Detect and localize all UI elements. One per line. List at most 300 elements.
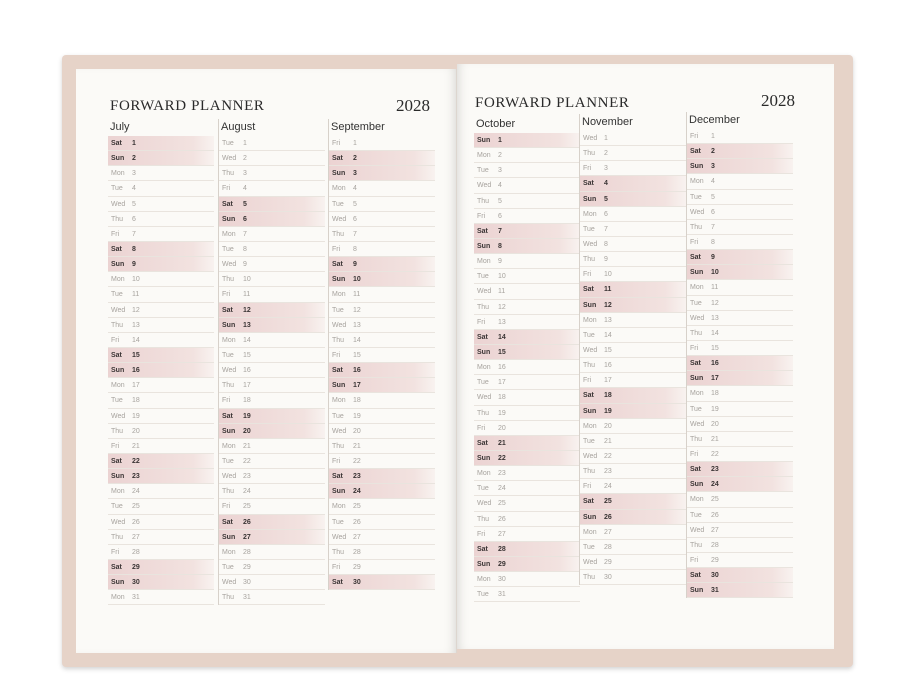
day-row [329, 333, 435, 348]
weekday-label: Sun [222, 321, 236, 329]
day-row [474, 148, 580, 163]
weekday-label: Tue [477, 379, 489, 387]
weekday-label: Sun [111, 261, 125, 269]
date-number: 15 [498, 348, 506, 356]
day-row [108, 181, 214, 196]
date-number: 26 [498, 515, 506, 523]
day-row [474, 496, 580, 511]
weekday-label: Sat [583, 498, 594, 506]
day-row [329, 197, 435, 212]
weekday-label: Wed [332, 427, 347, 435]
weekday-label: Tue [222, 563, 234, 571]
weekday-label: Sat [690, 572, 701, 580]
date-number: 26 [132, 518, 140, 526]
date-number: 31 [243, 594, 251, 602]
day-row [108, 393, 214, 408]
date-number: 22 [711, 450, 719, 458]
weekday-label: Tue [222, 245, 234, 253]
day-row [687, 174, 793, 189]
day-row [687, 205, 793, 220]
weekday-label: Sun [690, 375, 704, 383]
date-number: 14 [498, 333, 506, 341]
day-row [329, 136, 435, 151]
weekend-row [219, 515, 325, 530]
weekday-label: Sun [477, 242, 491, 250]
weekday-label: Sun [583, 301, 597, 309]
day-row [687, 508, 793, 523]
day-row [687, 129, 793, 144]
weekend-row [687, 371, 793, 386]
weekday-label: Fri [477, 212, 486, 220]
weekday-label: Sun [111, 155, 125, 163]
date-number: 22 [132, 457, 140, 465]
date-number: 10 [604, 271, 612, 279]
day-row [108, 272, 214, 287]
date-number: 4 [353, 185, 357, 193]
weekday-label: Fri [332, 245, 341, 253]
date-number: 1 [243, 140, 247, 147]
date-number: 2 [353, 155, 357, 163]
weekend-row [219, 212, 325, 227]
day-row [580, 555, 686, 570]
weekday-label: Fri [690, 450, 699, 458]
weekday-label: Sun [477, 348, 491, 356]
day-row [219, 469, 325, 484]
date-number: 16 [604, 362, 612, 370]
date-number: 1 [711, 133, 715, 140]
day-row [687, 220, 793, 235]
date-number: 30 [711, 572, 719, 580]
weekday-label: Mon [222, 548, 236, 556]
day-row [329, 424, 435, 439]
weekday-label: Tue [477, 273, 489, 281]
day-row [329, 181, 435, 196]
date-number: 23 [711, 466, 719, 474]
date-number: 4 [132, 185, 136, 193]
day-row [580, 207, 686, 222]
weekday-label: Wed [222, 261, 237, 269]
day-row [108, 303, 214, 318]
day-row [329, 545, 435, 560]
date-number: 20 [711, 420, 719, 428]
weekend-row [219, 303, 325, 318]
day-row [108, 318, 214, 333]
date-number: 18 [132, 397, 140, 405]
weekday-label: Wed [332, 215, 347, 223]
day-row [474, 587, 580, 602]
date-number: 18 [243, 397, 251, 405]
date-number: 16 [711, 360, 719, 368]
day-row [219, 181, 325, 196]
day-row [329, 227, 435, 242]
weekday-label: Thu [222, 488, 235, 496]
date-number: 22 [353, 457, 361, 465]
weekday-label: Thu [477, 303, 490, 311]
weekend-row [580, 176, 686, 191]
weekend-row [108, 575, 214, 590]
weekday-label: Thu [332, 548, 345, 556]
date-number: 1 [353, 140, 357, 147]
day-row [329, 212, 435, 227]
day-row [329, 242, 435, 257]
day-row [580, 328, 686, 343]
weekday-label: Mon [583, 210, 597, 218]
weekday-label: Sat [690, 466, 701, 474]
day-row [108, 545, 214, 560]
weekday-label: Sat [332, 367, 343, 375]
weekday-label: Wed [583, 240, 598, 248]
day-row [219, 227, 325, 242]
date-number: 9 [498, 258, 502, 266]
date-number: 25 [353, 503, 361, 511]
weekday-label: Mon [332, 503, 346, 511]
date-number: 29 [498, 560, 506, 568]
date-number: 17 [498, 379, 506, 387]
date-number: 11 [353, 291, 361, 299]
weekday-label: Tue [222, 351, 234, 359]
weekend-row [474, 224, 580, 239]
date-number: 11 [711, 284, 719, 292]
date-number: 29 [353, 563, 361, 571]
day-row [108, 439, 214, 454]
day-row [329, 287, 435, 302]
date-number: 14 [353, 336, 361, 344]
weekday-label: Wed [477, 288, 492, 296]
date-number: 11 [132, 291, 140, 299]
weekend-row [108, 242, 214, 257]
date-number: 24 [243, 488, 251, 496]
day-row [580, 479, 686, 494]
weekday-label: Sat [690, 254, 701, 262]
weekend-row [474, 239, 580, 254]
date-number: 17 [132, 382, 140, 390]
date-number: 7 [353, 230, 357, 238]
weekday-label: Tue [222, 140, 234, 147]
weekday-label: Wed [690, 526, 705, 534]
day-row [329, 515, 435, 530]
weekday-label: Mon [111, 276, 125, 284]
date-number: 20 [498, 424, 506, 432]
weekend-row [329, 166, 435, 181]
date-number: 31 [498, 591, 506, 599]
date-number: 21 [132, 442, 140, 450]
weekday-label: Wed [690, 208, 705, 216]
date-number: 12 [498, 303, 506, 311]
date-number: 25 [132, 503, 140, 511]
weekday-label: Fri [690, 344, 699, 352]
date-number: 30 [604, 574, 612, 582]
day-row [474, 360, 580, 375]
weekend-row [687, 159, 793, 174]
day-row [329, 454, 435, 469]
date-number: 15 [132, 351, 140, 359]
weekday-label: Sat [222, 306, 233, 314]
day-row [474, 254, 580, 269]
weekday-label: Sun [690, 163, 704, 171]
weekday-label: Sun [332, 276, 346, 284]
weekend-row [687, 477, 793, 492]
weekday-label: Sat [477, 545, 488, 553]
date-number: 16 [498, 364, 506, 372]
day-row [580, 222, 686, 237]
date-number: 31 [711, 587, 719, 595]
date-number: 17 [243, 382, 251, 390]
weekday-label: Thu [690, 541, 703, 549]
weekday-label: Sat [477, 439, 488, 447]
date-number: 10 [498, 273, 506, 281]
page-title: FORWARD PLANNER [475, 95, 630, 111]
date-number: 5 [243, 200, 247, 208]
weekend-row [108, 454, 214, 469]
date-number: 11 [243, 291, 251, 299]
weekend-row [580, 404, 686, 419]
date-number: 20 [353, 427, 361, 435]
date-number: 16 [353, 367, 361, 375]
day-row [329, 530, 435, 545]
date-number: 24 [604, 483, 612, 491]
date-number: 1 [498, 137, 502, 144]
weekday-label: Sat [690, 148, 701, 156]
date-number: 24 [711, 481, 719, 489]
weekend-row [329, 469, 435, 484]
date-number: 19 [604, 407, 612, 415]
date-number: 9 [711, 254, 715, 262]
month-column [474, 116, 580, 602]
weekday-label: Tue [477, 167, 489, 175]
weekday-label: Thu [583, 468, 596, 476]
day-row [329, 499, 435, 514]
day-row [219, 378, 325, 393]
weekday-label: Fri [332, 457, 341, 465]
date-number: 6 [711, 208, 715, 216]
date-number: 7 [711, 223, 715, 231]
day-row [108, 333, 214, 348]
weekend-row [474, 133, 580, 148]
date-number: 28 [604, 543, 612, 551]
date-number: 13 [711, 314, 719, 322]
weekday-label: Thu [583, 574, 596, 582]
date-number: 18 [353, 397, 361, 405]
date-number: 13 [132, 321, 140, 329]
weekend-row [329, 484, 435, 499]
date-number: 4 [604, 180, 608, 188]
weekday-label: Tue [222, 457, 234, 465]
date-number: 3 [498, 167, 502, 175]
day-row [474, 572, 580, 587]
weekday-label: Thu [222, 276, 235, 284]
date-number: 4 [711, 178, 715, 186]
date-number: 13 [353, 321, 361, 329]
weekend-row [580, 494, 686, 509]
day-row [474, 375, 580, 390]
weekday-label: Tue [583, 331, 595, 339]
weekday-label: Sun [690, 587, 704, 595]
weekday-label: Sat [111, 140, 122, 147]
date-number: 18 [604, 392, 612, 400]
date-number: 14 [132, 336, 140, 344]
weekday-label: Thu [690, 435, 703, 443]
date-number: 30 [243, 579, 251, 587]
weekday-label: Sun [111, 579, 125, 587]
date-number: 30 [132, 579, 140, 587]
weekday-label: Sat [222, 412, 233, 420]
day-row [219, 348, 325, 363]
day-row [687, 553, 793, 568]
weekday-label: Sat [332, 155, 343, 163]
day-row [580, 267, 686, 282]
date-number: 20 [132, 427, 140, 435]
weekday-label: Sun [690, 269, 704, 277]
weekday-label: Sat [477, 333, 488, 341]
date-number: 12 [604, 301, 612, 309]
weekday-label: Wed [477, 394, 492, 402]
day-row [687, 235, 793, 250]
day-row [108, 590, 214, 605]
weekday-label: Tue [332, 412, 344, 420]
weekday-label: Fri [111, 442, 120, 450]
date-number: 9 [243, 261, 247, 269]
weekday-label: Fri [690, 238, 699, 246]
day-row [580, 161, 686, 176]
day-row [687, 417, 793, 432]
weekday-label: Mon [583, 316, 597, 324]
day-row [580, 313, 686, 328]
weekend-row [108, 348, 214, 363]
date-number: 14 [711, 329, 719, 337]
weekday-label: Fri [332, 563, 341, 571]
day-row [219, 272, 325, 287]
weekday-label: Thu [583, 362, 596, 370]
date-number: 14 [243, 336, 251, 344]
weekday-label: Sat [222, 200, 233, 208]
day-row [219, 393, 325, 408]
weekday-label: Sun [222, 533, 236, 541]
weekday-label: Sun [477, 454, 491, 462]
date-number: 27 [132, 533, 140, 541]
day-row [580, 540, 686, 555]
date-number: 18 [711, 390, 719, 398]
weekday-label: Sat [477, 227, 488, 235]
date-number: 29 [243, 563, 251, 571]
date-number: 6 [498, 212, 502, 220]
day-row [329, 303, 435, 318]
date-number: 21 [353, 442, 361, 450]
weekend-row [580, 510, 686, 525]
date-number: 17 [604, 377, 612, 385]
date-number: 30 [353, 579, 361, 587]
weekday-label: Sun [583, 195, 597, 203]
day-row [474, 284, 580, 299]
date-number: 19 [498, 409, 506, 417]
date-number: 2 [243, 155, 247, 163]
weekday-label: Tue [111, 397, 123, 405]
day-row [687, 447, 793, 462]
weekend-row [580, 388, 686, 403]
month-name: November [582, 116, 633, 128]
weekend-row [108, 136, 214, 151]
weekday-label: Fri [583, 377, 592, 385]
date-number: 25 [498, 500, 506, 508]
weekday-label: Wed [111, 306, 126, 314]
date-number: 5 [498, 197, 502, 205]
month-name: December [689, 114, 740, 126]
date-number: 19 [353, 412, 361, 420]
day-row [329, 393, 435, 408]
date-number: 25 [711, 496, 719, 504]
weekday-label: Mon [222, 230, 236, 238]
date-number: 21 [498, 439, 506, 447]
weekday-label: Mon [332, 291, 346, 299]
weekend-row [329, 257, 435, 272]
date-number: 3 [243, 170, 247, 178]
weekday-label: Mon [111, 594, 125, 602]
day-row [687, 432, 793, 447]
date-number: 23 [243, 473, 251, 481]
weekday-label: Tue [583, 225, 595, 233]
weekday-label: Tue [332, 306, 344, 314]
weekday-label: Sat [690, 360, 701, 368]
date-number: 15 [604, 346, 612, 354]
date-number: 1 [132, 140, 136, 147]
date-number: 16 [132, 367, 140, 375]
weekday-label: Sun [222, 215, 236, 223]
weekday-label: Thu [111, 321, 124, 329]
weekday-label: Sun [583, 513, 597, 521]
day-row [474, 466, 580, 481]
date-number: 21 [243, 442, 251, 450]
weekend-row [219, 197, 325, 212]
weekday-label: Sat [111, 563, 122, 571]
weekday-label: Thu [222, 170, 235, 178]
day-row [474, 406, 580, 421]
day-row [219, 136, 325, 151]
day-row [580, 419, 686, 434]
weekday-label: Wed [332, 533, 347, 541]
weekday-label: Mon [332, 397, 346, 405]
date-number: 14 [604, 331, 612, 339]
weekend-row [580, 298, 686, 313]
day-row [687, 280, 793, 295]
day-row [580, 343, 686, 358]
weekday-label: Mon [477, 364, 491, 372]
date-number: 22 [243, 457, 251, 465]
day-row [108, 166, 214, 181]
day-row [687, 296, 793, 311]
date-number: 27 [353, 533, 361, 541]
day-row [474, 178, 580, 193]
date-number: 5 [353, 200, 357, 208]
weekday-label: Fri [222, 185, 231, 193]
day-row [580, 570, 686, 585]
weekend-row [108, 363, 214, 378]
weekday-label: Tue [111, 503, 123, 511]
date-number: 23 [353, 473, 361, 481]
weekday-label: Sun [477, 137, 491, 144]
weekend-row [474, 436, 580, 451]
date-number: 27 [604, 528, 612, 536]
weekday-label: Wed [690, 314, 705, 322]
day-row [580, 373, 686, 388]
day-row [108, 484, 214, 499]
weekday-label: Sun [332, 382, 346, 390]
day-row [474, 209, 580, 224]
date-number: 18 [498, 394, 506, 402]
weekday-label: Fri [222, 291, 231, 299]
weekday-label: Fri [332, 351, 341, 359]
date-number: 5 [711, 193, 715, 201]
date-number: 23 [604, 468, 612, 476]
date-number: 9 [604, 256, 608, 264]
